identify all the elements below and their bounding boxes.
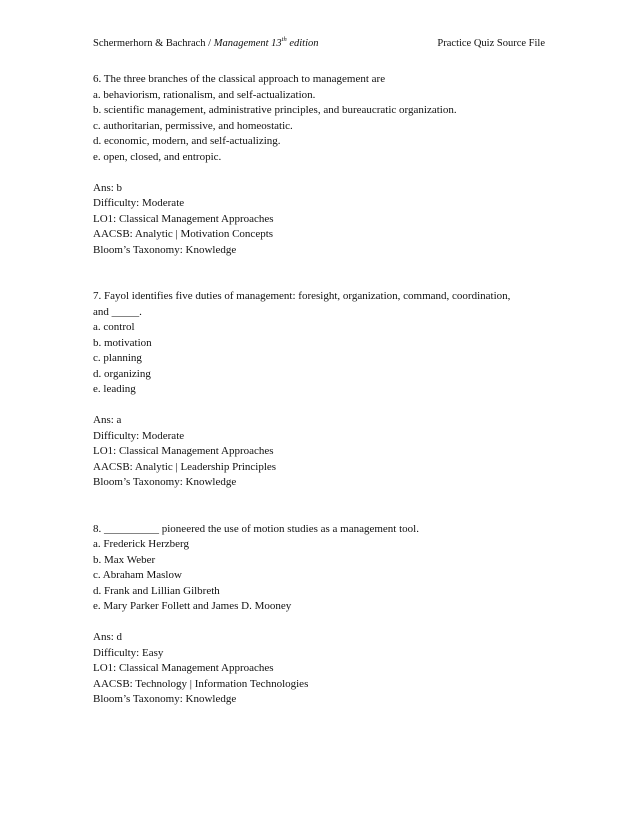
answer-key: Ans: b (93, 181, 123, 194)
aacsb-tag: AACSB: Technology | Information Technologies (93, 677, 309, 690)
answer-option-c: c. planning (93, 352, 142, 364)
answer-option-e: e. Mary Parker Follett and James D. Mooney (93, 600, 292, 612)
header-source-label: Practice Quiz Source File (437, 38, 545, 49)
answer-option-a: a. behaviorism, rationalism, and self-actualization. (93, 88, 316, 101)
answer-option-b: b. scientific management, administrative principles, and bureaucratic organization. (93, 104, 457, 116)
header-edition-word: edition (286, 38, 319, 49)
answer-option-a: a. Frederick Herzberg (93, 538, 189, 550)
aacsb-tag: AACSB: Analytic | Leadership Principles (93, 460, 277, 473)
answer-key: Ans: a (93, 414, 122, 426)
question-stem: 7. Fayol identifies five duties of management: foresight, organization, command, coordination, (93, 290, 511, 302)
answer-option-d: d. organizing (93, 367, 151, 380)
learning-objective: LO1: Classical Management Approaches (93, 445, 274, 457)
quiz-content (93, 72, 545, 708)
answer-option-a: a. control (93, 321, 135, 333)
difficulty: Difficulty: Moderate (93, 197, 185, 209)
answer-option-c: c. Abraham Maslow (93, 569, 182, 581)
blooms-taxonomy: Bloom’s Taxonomy: Knowledge (93, 693, 237, 705)
header-book-reference (93, 36, 319, 52)
answer-option-e: e. leading (93, 383, 136, 395)
difficulty: Difficulty: Easy (93, 646, 164, 659)
answer-option-d: d. economic, modern, and self-actualizing. (93, 135, 281, 147)
question-8 (93, 522, 545, 708)
answer-option-b: b. Max Weber (93, 553, 156, 566)
blooms-taxonomy: Bloom’s Taxonomy: Knowledge (93, 243, 237, 256)
question-stem-continued: and _____. (93, 305, 142, 318)
answer-option-e: e. open, closed, and entropic. (93, 150, 222, 163)
question-stem: 6. The three branches of the classical approach to management are (93, 73, 386, 85)
answer-option-b: b. motivation (93, 336, 152, 349)
answer-option-c: c. authoritarian, permissive, and homeostatic. (93, 119, 293, 132)
question-stem: 8. __________ pioneered the use of motion studies as a management tool. (93, 522, 419, 535)
difficulty: Difficulty: Moderate (93, 429, 185, 442)
question-7 (93, 289, 545, 491)
aacsb-tag: AACSB: Analytic | Motivation Concepts (93, 228, 274, 240)
answer-key: Ans: d (93, 631, 123, 643)
blooms-taxonomy: Bloom’s Taxonomy: Knowledge (93, 476, 237, 488)
page-header (93, 36, 545, 52)
answer-option-d: d. Frank and Lillian Gilbreth (93, 584, 220, 597)
question-6 (93, 72, 545, 258)
learning-objective: LO1: Classical Management Approaches (93, 212, 274, 225)
learning-objective: LO1: Classical Management Approaches (93, 662, 274, 674)
header-edition-superscript: th (281, 36, 287, 43)
header-authors: Schermerhorn & Bachrach / (93, 38, 214, 49)
header-book-title: Management 13th edition (213, 36, 319, 49)
